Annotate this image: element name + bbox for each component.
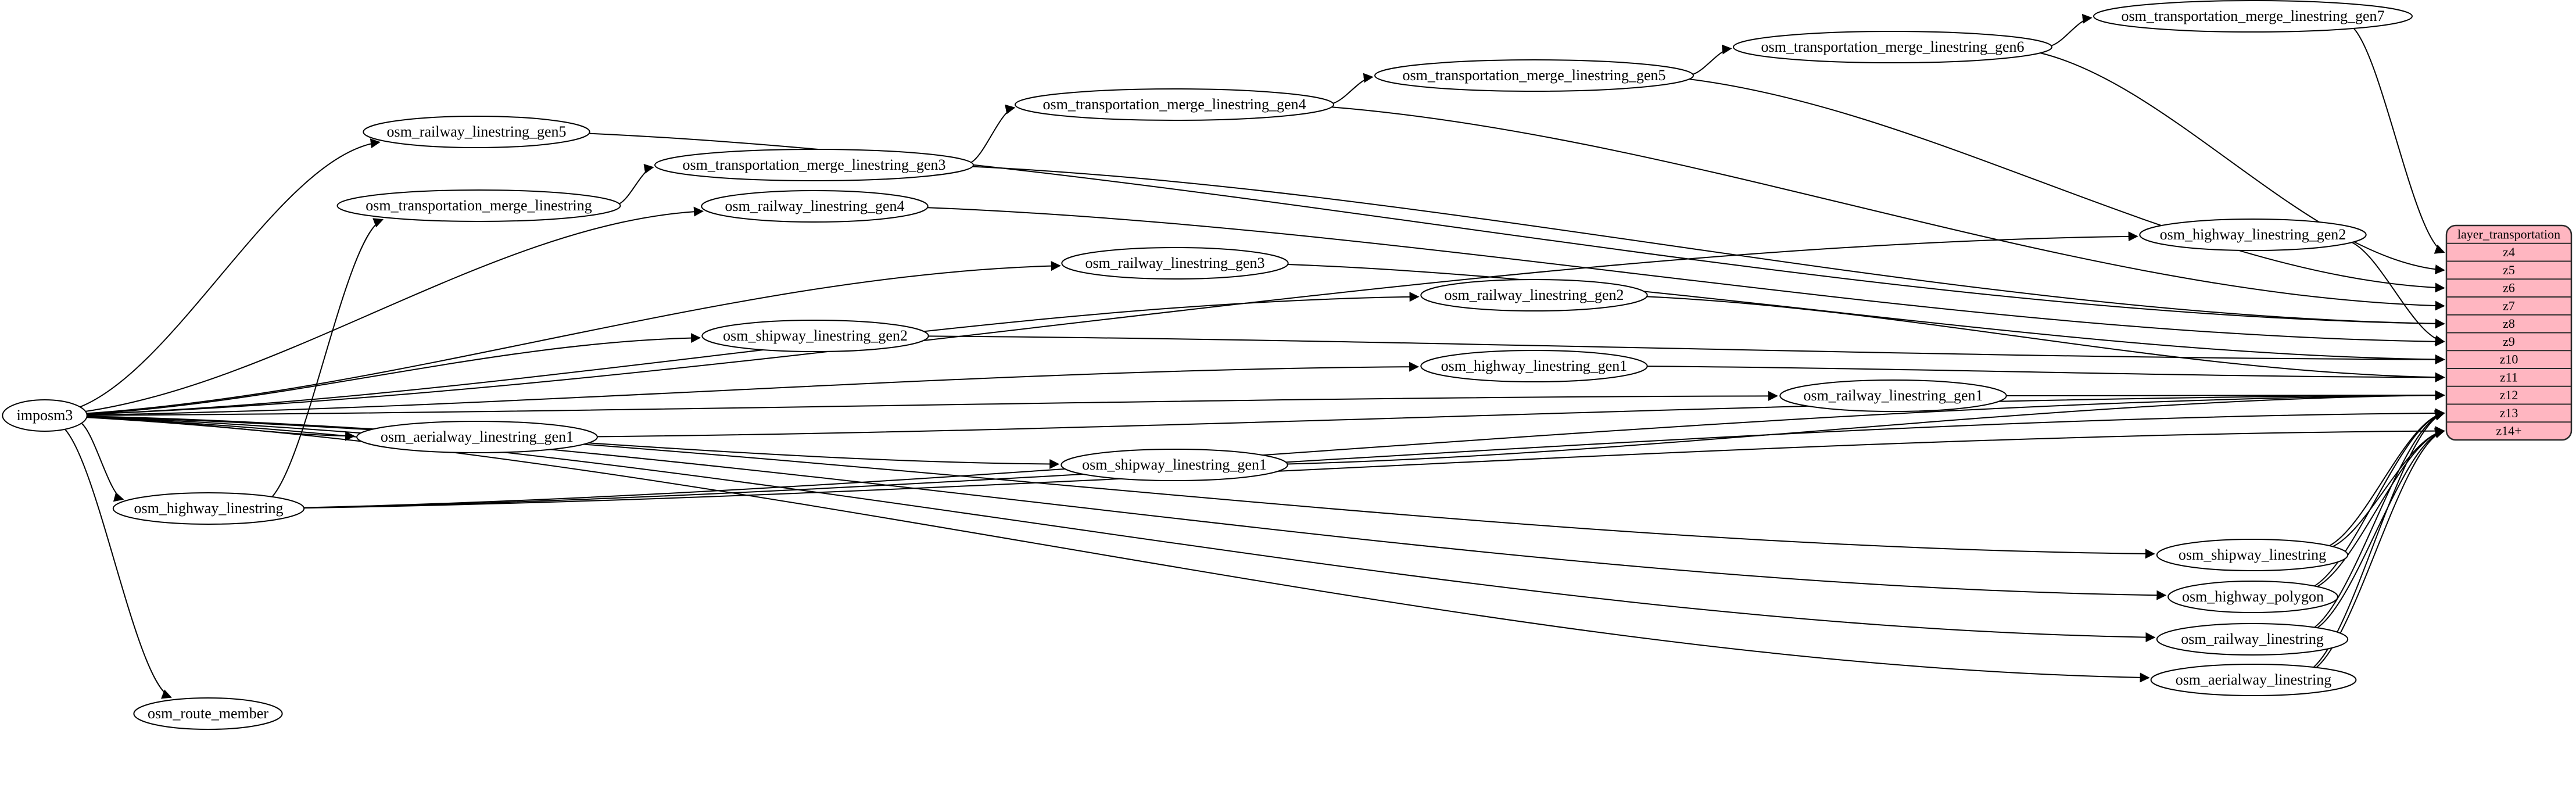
table-label: osm_aerialway_linestring_gen1 <box>380 428 574 445</box>
table-node-osm_aerialway_linestring <box>2151 664 2356 696</box>
edge-osm_highway_linestring_gen2-to-layer_transportation-z9 <box>2352 242 2444 342</box>
edge-osm_transportation_merge_linestring_gen6-to-osm_transportation_merge_linestring_gen7 <box>2051 18 2091 46</box>
table-node-osm_route_member <box>134 698 282 729</box>
table-label: osm_shipway_linestring_gen2 <box>723 327 908 344</box>
table-node-osm_railway_linestring <box>2157 624 2348 655</box>
table-node-osm_railway_linestring_gen2 <box>1421 280 1647 311</box>
layer-row-z11: z11 <box>2500 370 2518 385</box>
layer-row-z13: z13 <box>2499 405 2518 420</box>
table-label: osm_transportation_merge_linestring_gen3 <box>682 156 946 173</box>
table-node-osm_transportation_merge_linestring_gen4 <box>1015 89 1334 120</box>
table-label: osm_highway_polygon <box>2181 588 2324 605</box>
edge-osm_transportation_merge_linestring_gen5-to-osm_transportation_merge_linestring_gen6 <box>1693 49 1731 74</box>
table-label: osm_shipway_linestring_gen1 <box>1082 456 1267 473</box>
table-node-osm_highway_linestring_gen2 <box>2140 219 2366 250</box>
layer-table-node <box>2446 225 2571 440</box>
layer-row-z6: z6 <box>2503 280 2515 295</box>
table-label: osm_transportation_merge_linestring_gen6 <box>1761 38 2025 55</box>
edge-imposm3-to-osm_railway_linestring <box>87 417 2154 638</box>
table-label: osm_railway_linestring_gen3 <box>1085 255 1265 271</box>
table-node-osm_highway_linestring_gen1 <box>1421 350 1647 382</box>
table-node-osm_highway_linestring <box>113 493 304 524</box>
table-node-osm_shipway_linestring_gen2 <box>702 320 928 352</box>
table-label: osm_aerialway_linestring <box>2175 671 2332 688</box>
edge-osm_aerialway_linestring-to-layer_transportation-z13 <box>2313 413 2444 667</box>
edge-imposm3-to-osm_route_member <box>65 429 171 697</box>
table-node-imposm3 <box>2 400 87 431</box>
edge-osm_transportation_merge_linestring_gen4-to-osm_transportation_merge_linestring_gen5 <box>1333 77 1373 103</box>
table-label: osm_railway_linestring <box>2181 631 2324 647</box>
edge-imposm3-to-osm_railway_linestring_gen2 <box>87 297 1418 414</box>
table-label: osm_route_member <box>148 705 268 722</box>
table-node-osm_railway_linestring_gen5 <box>363 116 589 148</box>
edge-osm_highway_linestring-to-layer_transportation-z12 <box>304 395 2444 508</box>
table-node-osm_railway_linestring_gen4 <box>701 191 927 222</box>
layer-row-z12: z12 <box>2499 388 2518 403</box>
table-label: osm_railway_linestring_gen4 <box>725 198 905 214</box>
table-node-osm_transportation_merge_linestring_gen7 <box>2094 1 2412 32</box>
table-node-osm_transportation_merge_linestring_gen3 <box>655 149 973 181</box>
edge-osm_railway_linestring_gen2-to-layer_transportation-z11 <box>1647 296 2444 377</box>
table-node-osm_shipway_linestring_gen1 <box>1061 449 1287 481</box>
edge-osm_highway_linestring-to-osm_transportation_merge_linestring <box>272 220 382 497</box>
table-label: osm_highway_linestring_gen1 <box>1441 357 1628 374</box>
layer-row-z5: z5 <box>2503 262 2515 277</box>
table-label: imposm3 <box>16 407 73 424</box>
edge-osm_railway_linestring_gen3-to-layer_transportation-z10 <box>1288 264 2444 360</box>
edge-osm_transportation_merge_linestring_gen7-to-layer_transportation-z4 <box>2354 28 2444 252</box>
table-node-osm_transportation_merge_linestring <box>338 190 621 221</box>
layer-row-z7: z7 <box>2503 298 2515 313</box>
edge-osm_transportation_merge_linestring-to-osm_transportation_merge_linestring_gen3 <box>619 167 653 204</box>
table-node-osm_railway_linestring_gen1 <box>1780 380 2006 411</box>
table-label: osm_highway_linestring <box>134 500 284 517</box>
table-label: osm_railway_linestring_gen1 <box>1803 387 1983 404</box>
edge-osm_shipway_linestring-to-layer_transportation-z14+ <box>2333 431 2444 547</box>
table-label: osm_transportation_merge_linestring_gen5 <box>1402 67 1666 84</box>
table-node-osm_shipway_linestring <box>2157 539 2348 571</box>
table-node-osm_highway_polygon <box>2168 581 2338 613</box>
edge-osm_transportation_merge_linestring_gen5-to-layer_transportation-z6 <box>1689 79 2444 288</box>
table-node-osm_railway_linestring_gen3 <box>1062 248 1288 279</box>
layer-row-z4: z4 <box>2503 245 2515 260</box>
layer-table-title: layer_transportation <box>2457 227 2561 242</box>
edge-osm_shipway_linestring_gen2-to-layer_transportation-z10 <box>929 336 2444 359</box>
table-label: osm_railway_linestring_gen2 <box>1444 287 1624 303</box>
edge-imposm3-to-osm_railway_linestring_gen5 <box>80 142 379 407</box>
table-label: osm_transportation_merge_linestring_gen4 <box>1042 96 1306 113</box>
table-label: osm_transportation_merge_linestring_gen7 <box>2121 8 2385 24</box>
edge-osm_transportation_merge_linestring_gen3-to-osm_transportation_merge_linestring_gen4 <box>971 108 1015 162</box>
table-label: osm_transportation_merge_linestring <box>366 197 592 214</box>
table-label: osm_highway_linestring_gen2 <box>2159 226 2346 243</box>
layer-row-z9: z9 <box>2503 334 2515 349</box>
table-node-osm_transportation_merge_linestring_gen5 <box>1375 60 1693 91</box>
table-node-osm_aerialway_linestring_gen1 <box>357 421 597 453</box>
layer-row-z10: z10 <box>2499 352 2518 367</box>
layer-row-z8: z8 <box>2503 316 2515 331</box>
edge-imposm3-to-osm_highway_linestring <box>81 423 123 499</box>
table-label: osm_shipway_linestring <box>2178 546 2327 563</box>
table-label: osm_railway_linestring_gen5 <box>386 123 567 140</box>
edge-osm_highway_linestring-to-layer_transportation-z14+ <box>304 431 2444 508</box>
table-node-osm_transportation_merge_linestring_gen6 <box>1733 31 2052 63</box>
layer-row-z14+: z14+ <box>2496 423 2522 438</box>
edge-imposm3-to-osm_railway_linestring_gen4 <box>85 211 703 411</box>
